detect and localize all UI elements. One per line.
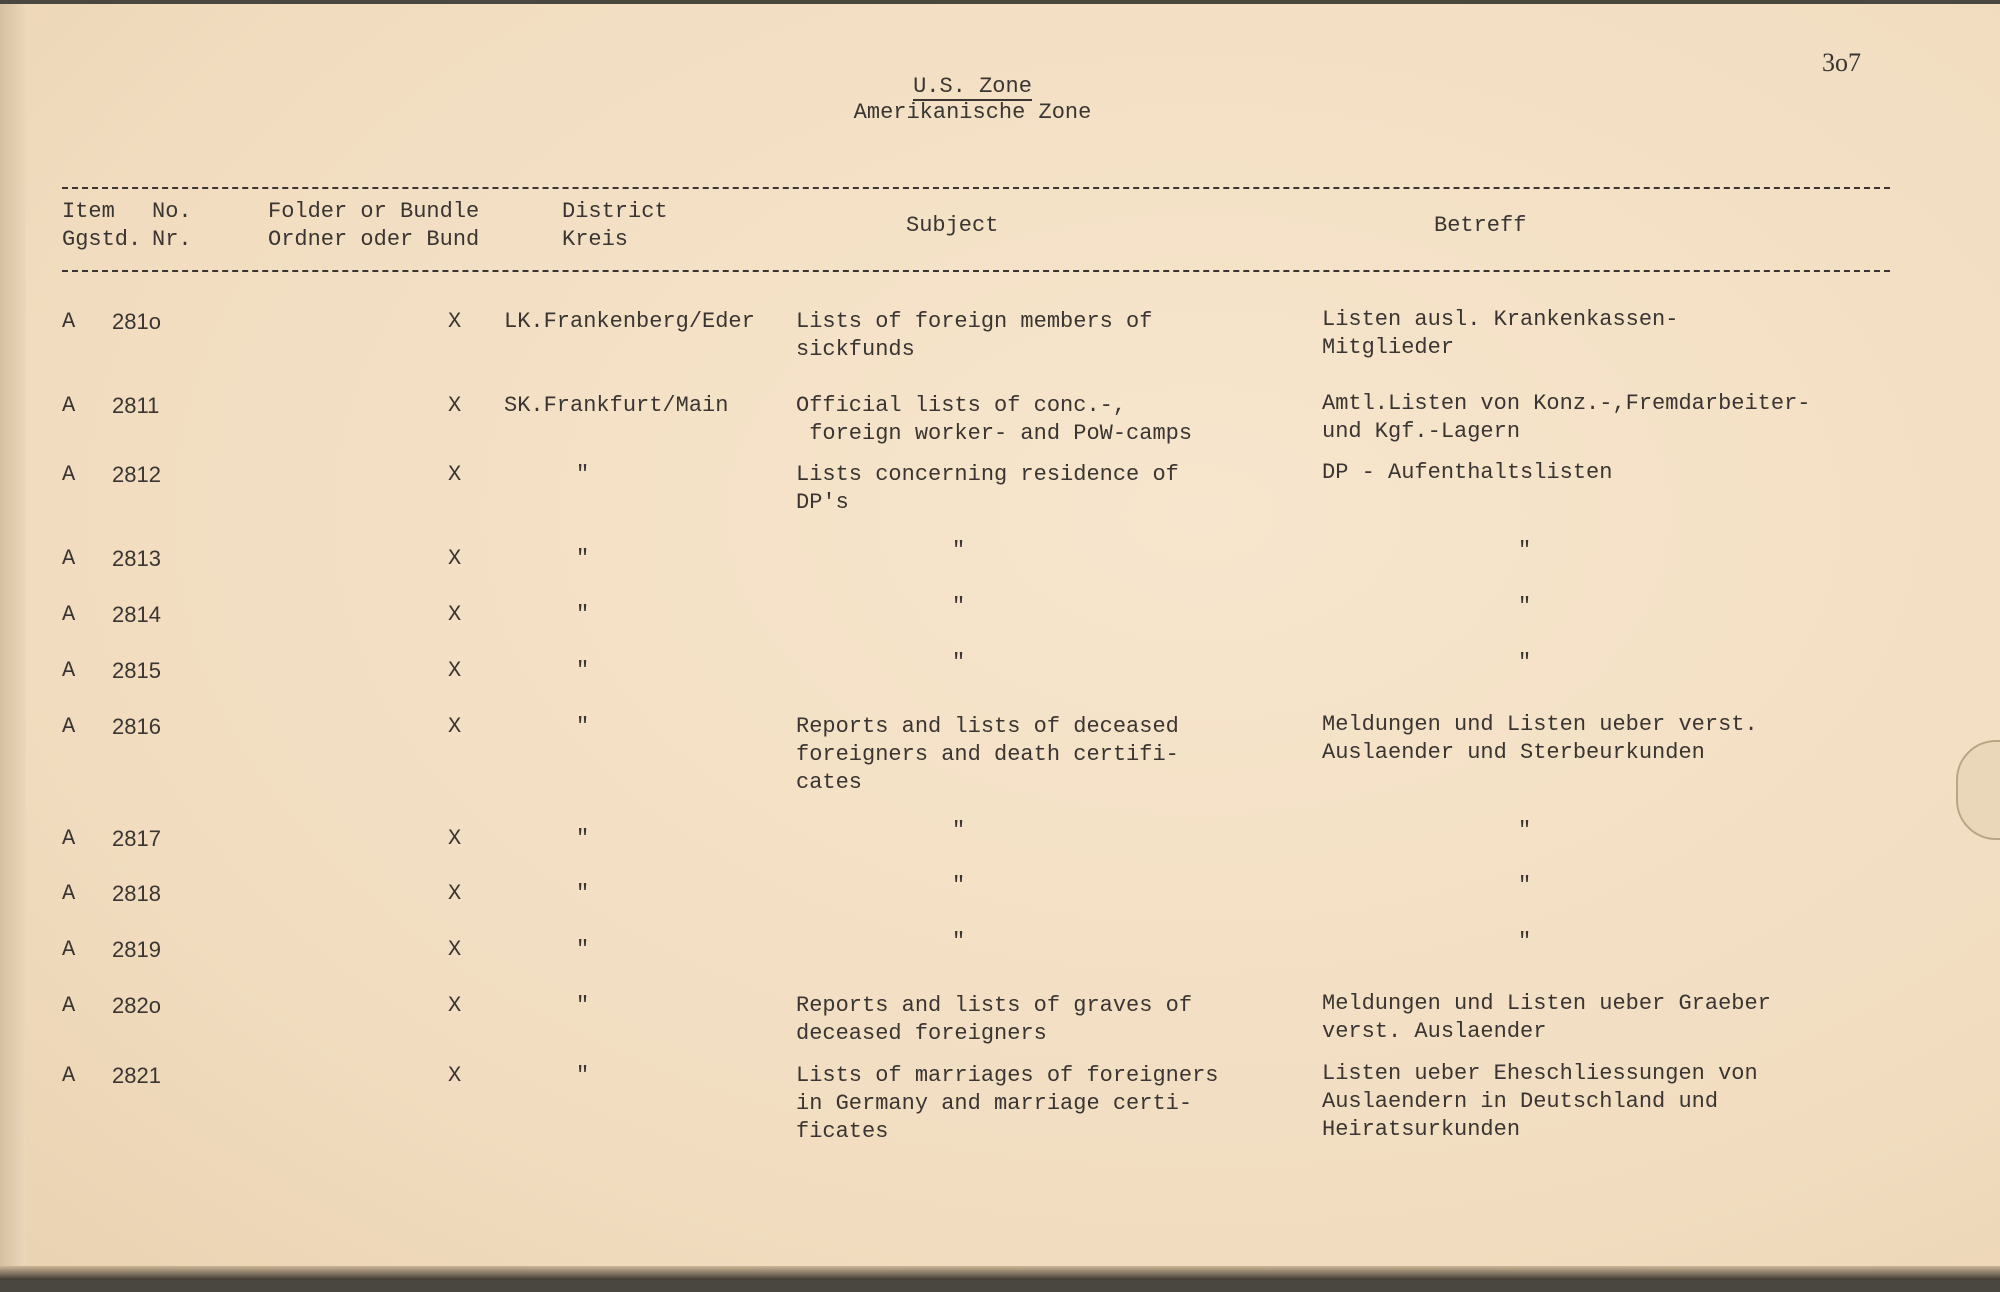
folder-cell: X: [448, 546, 462, 571]
number-cell: 2811: [112, 393, 160, 418]
subject-line: Lists concerning residence of: [796, 462, 1179, 487]
item-cell: A: [62, 546, 76, 571]
folder-cell: X: [448, 658, 462, 683]
item-cell: A: [62, 393, 76, 418]
district-cell: ": [576, 546, 590, 571]
folder-cell: X: [448, 602, 462, 627]
binding-gutter: [0, 4, 26, 1280]
betreff-line: Mitglieder: [1322, 335, 1455, 360]
item-cell: A: [62, 309, 76, 334]
header-item: Item: [62, 199, 115, 224]
subject-line: ": [952, 538, 966, 563]
header-district-de: Kreis: [562, 227, 629, 252]
district-cell: ": [576, 826, 590, 851]
page-tab-marker: [1956, 740, 2000, 840]
page-edge: [0, 1266, 2000, 1280]
subject-line: cates: [796, 770, 863, 795]
subject-line: Official lists of conc.-,: [796, 393, 1127, 418]
district-cell: ": [576, 462, 590, 487]
betreff-line: DP - Aufenthaltslisten: [1322, 460, 1613, 485]
folder-cell: X: [448, 309, 462, 334]
item-cell: A: [62, 658, 76, 683]
header-subject: Subject: [906, 213, 999, 238]
subject-line: DP's: [796, 490, 849, 515]
district-cell: ": [576, 714, 590, 739]
district-cell: ": [576, 602, 590, 627]
folder-cell: X: [448, 393, 462, 418]
number-cell: 2814: [112, 602, 161, 627]
subject-line: Lists of foreign members of: [796, 309, 1153, 334]
district-cell: ": [576, 993, 590, 1018]
betreff-line: ": [1518, 873, 1532, 898]
subject-line: in Germany and marriage certi-: [796, 1091, 1193, 1116]
subject-line: ": [952, 929, 966, 954]
district-cell: LK.Frankenberg/Eder: [504, 309, 755, 334]
district-cell: ": [576, 658, 590, 683]
item-cell: A: [62, 714, 76, 739]
item-cell: A: [62, 881, 76, 906]
betreff-line: Listen ueber Eheschliessungen von: [1322, 1061, 1758, 1086]
subject-line: ": [952, 818, 966, 843]
betreff-line: Amtl.Listen von Konz.-,Fremdarbeiter-: [1322, 391, 1811, 416]
header-folder-de: Ordner oder Bund: [268, 227, 480, 252]
subject-line: sickfunds: [796, 337, 915, 362]
folder-cell: X: [448, 826, 462, 851]
page-number: 3o7: [1822, 48, 1861, 77]
number-cell: 2815: [112, 658, 161, 683]
subject-line: ": [952, 650, 966, 675]
betreff-line: verst. Auslaender: [1322, 1019, 1547, 1044]
district-cell: ": [576, 1063, 590, 1088]
item-cell: A: [62, 993, 76, 1018]
subject-line: deceased foreigners: [796, 1021, 1047, 1046]
header-no-de: Nr.: [152, 227, 192, 252]
item-cell: A: [62, 602, 76, 627]
number-cell: 2818: [112, 881, 161, 906]
item-cell: A: [62, 1063, 76, 1088]
betreff-line: ": [1518, 650, 1532, 675]
subject-line: Lists of marriages of foreigners: [796, 1063, 1219, 1088]
header-betreff: Betreff: [1434, 213, 1527, 238]
item-cell: A: [62, 462, 76, 487]
betreff-line: Meldungen und Listen ueber verst.: [1322, 712, 1758, 737]
betreff-line: ": [1518, 818, 1532, 843]
subject-line: foreign worker- and PoW-camps: [796, 421, 1193, 446]
item-cell: A: [62, 937, 76, 962]
zone-subtitle: Amerikanische Zone: [853, 100, 1092, 125]
number-cell: 2813: [112, 546, 161, 571]
header-folder: Folder or Bundle: [268, 199, 480, 224]
district-cell: SK.Frankfurt/Main: [504, 393, 729, 418]
header-rule-top: [62, 187, 1890, 189]
betreff-line: ": [1518, 929, 1532, 954]
folder-cell: X: [448, 937, 462, 962]
betreff-line: ": [1518, 538, 1532, 563]
subject-line: Reports and lists of deceased: [796, 714, 1179, 739]
header-no: No.: [152, 199, 192, 224]
betreff-line: Auslaender und Sterbeurkunden: [1322, 740, 1705, 765]
subject-line: Reports and lists of graves of: [796, 993, 1193, 1018]
betreff-line: Listen ausl. Krankenkassen-: [1322, 307, 1679, 332]
subject-line: ficates: [796, 1119, 889, 1144]
betreff-line: und Kgf.-Lagern: [1322, 419, 1521, 444]
subject-line: ": [952, 594, 966, 619]
betreff-line: ": [1518, 594, 1532, 619]
document-page: [0, 4, 2000, 1280]
header-item-de: Ggstd.: [62, 227, 142, 252]
betreff-line: Heiratsurkunden: [1322, 1117, 1521, 1142]
district-cell: ": [576, 937, 590, 962]
folder-cell: X: [448, 993, 462, 1018]
number-cell: 2821: [112, 1063, 161, 1088]
number-cell: 281o: [112, 309, 161, 334]
betreff-line: Meldungen und Listen ueber Graeber: [1322, 991, 1771, 1016]
folder-cell: X: [448, 881, 462, 906]
folder-cell: X: [448, 1063, 462, 1088]
number-cell: 282o: [112, 993, 161, 1018]
subject-line: foreigners and death certifi-: [796, 742, 1179, 767]
number-cell: 2812: [112, 462, 161, 487]
number-cell: 2816: [112, 714, 161, 739]
number-cell: 2817: [112, 826, 161, 851]
betreff-line: Auslaendern in Deutschland und: [1322, 1089, 1719, 1114]
number-cell: 2819: [112, 937, 161, 962]
header-rule-bottom: [62, 270, 1890, 272]
item-cell: A: [62, 826, 76, 851]
district-cell: ": [576, 881, 590, 906]
folder-cell: X: [448, 462, 462, 487]
zone-title: U.S. Zone: [913, 74, 1032, 99]
folder-cell: X: [448, 714, 462, 739]
subject-line: ": [952, 873, 966, 898]
header-district: District: [562, 199, 668, 224]
